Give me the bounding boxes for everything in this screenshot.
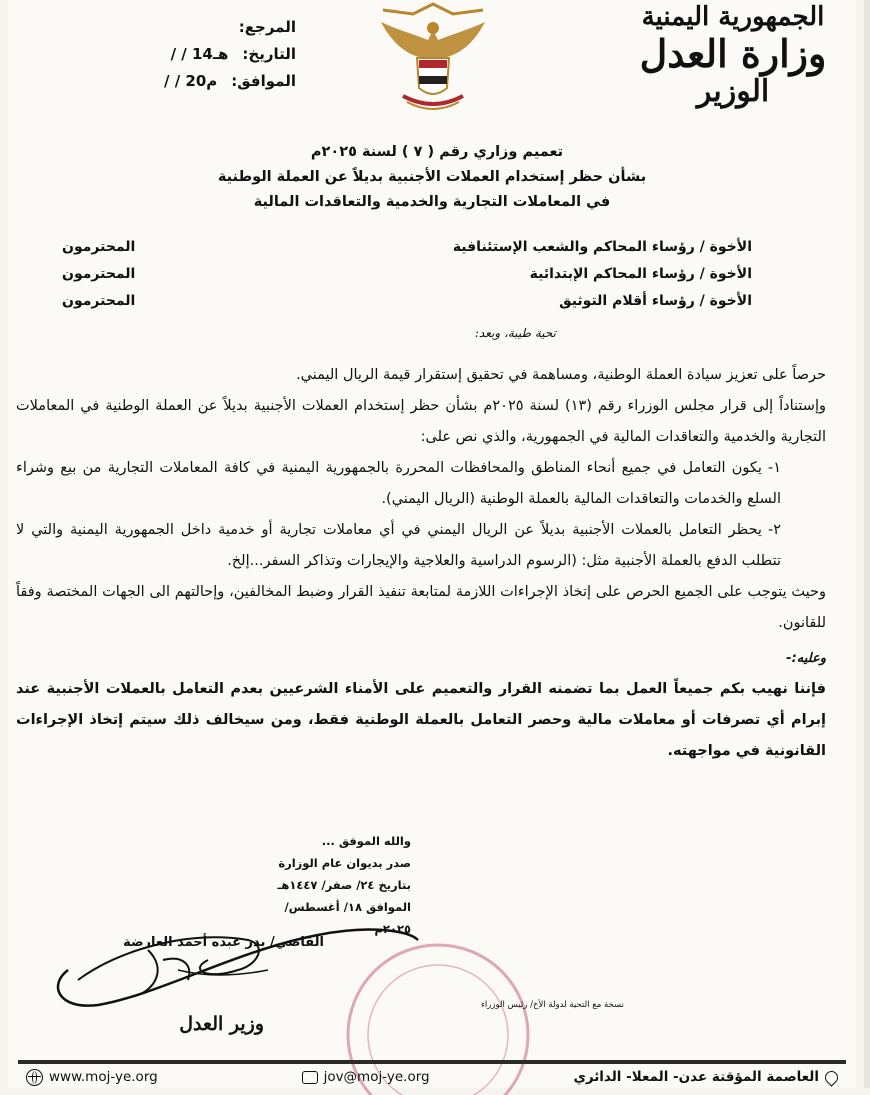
body-paragraph: حرصاً على تعزيز سيادة العملة الوطنية، ومساهمة في تحقيق إستقرار قيمة الريال اليمني. [296, 367, 826, 383]
body-heading: وعليه:- [786, 651, 826, 666]
body-paragraph: وحيث يتوجب على الجميع الحرص على إتخاذ الإجراءات اللازمة لمتابعة تنفيذ القرار وضبط المخالفين، وإحالتهم الى الجهات المختصة وفقاً للقانون. [16, 584, 826, 631]
date-value: / / 14هـ [170, 45, 229, 63]
ministry-header [628, 2, 838, 108]
ministry-name: وزارة العدل [639, 31, 827, 76]
minister-title: وزير العدل [179, 1013, 264, 1035]
addressee-row [62, 234, 752, 261]
minister-role: الوزير [696, 74, 770, 109]
closing-line: صدر بديوان عام الوزارة [278, 856, 411, 870]
reference-label: المرجع: [238, 18, 296, 36]
footer-website [26, 1069, 158, 1086]
addressee-honorific: المحترمون [62, 266, 136, 282]
addressee-row [62, 288, 752, 315]
footer [26, 1066, 838, 1088]
addressee-honorific: المحترمون [62, 239, 136, 255]
issue-date-equiv: الموافق ١٨/ أغسطس/ ٢٠٢٥م [284, 900, 411, 936]
body-paragraph: وإستناداً إلى قرار مجلس الوزراء رقم (١٣) لسنة ٢٠٢٥م بشأن حظر إستخدام العملات الأجنبية بديلاً عن العملة الوطنية في المعاملات التجارية والخدمية والتعاقدات المالية في الجمهورية، والذي نص على: [16, 398, 826, 445]
date-label: التاريخ: [242, 45, 296, 63]
addressee-list [62, 234, 752, 315]
footer-divider [18, 1060, 846, 1064]
body-paragraph: فإننا نهيب بكم جميعاً العمل بما تضمنه القرار والتعميم على الأمناء الشرعيين بعدم التعامل بالعملات الأجنبية عند إبرام أي تصرفات أو معاملات مالية وحصر التعامل بالعملة الوطنية فقط، ومن سيخالف ذلك سيتم إتخاذ الإجراءات القانونية في مواجهته. [16, 681, 826, 759]
greeting: تحية طيبة، وبعد: [474, 326, 556, 340]
circular-title [8, 140, 856, 215]
addressee-row [62, 261, 752, 288]
address-text: العاصمة المؤقتة عدن- المعلا- الدائري [573, 1069, 819, 1085]
addressee-name: الأخوة / رؤساء أقلام التوثيق [559, 293, 752, 309]
addressee-name: الأخوة / رؤساء المحاكم والشعب الإستئنافية [452, 239, 752, 255]
title-line-2: بشأن حظر إستخدام العملات الأجنبية بديلاً عن العملة الوطنية [217, 169, 647, 185]
equiv-date-row [66, 68, 296, 95]
decision-item-1 [16, 453, 826, 515]
equiv-date-value: / / 20م [164, 72, 218, 90]
mail-icon [302, 1071, 318, 1084]
addressee-honorific: المحترمون [62, 293, 136, 309]
closing-line: والله الموفق ... [321, 834, 411, 848]
reference-row [66, 14, 296, 41]
reference-block [66, 14, 296, 95]
title-line-3: في المعاملات التجارية والخدمية والتعاقدات المالية [253, 194, 611, 210]
issue-date: بتاريخ ٢٤/ صفر/ ١٤٤٧هـ [277, 878, 411, 892]
country-name: الجمهورية اليمنية [641, 2, 825, 32]
addressee-name: الأخوة / رؤساء المحاكم الإبتدائية [529, 266, 752, 282]
location-pin-icon [822, 1068, 840, 1086]
decision-item-2 [16, 515, 826, 577]
title-line-1: تعميم وزاري رقم ( ٧ ) لسنة ٢٠٢٥م [310, 144, 564, 160]
closing-block [271, 830, 411, 940]
email-text: jov@moj-ye.org [323, 1069, 430, 1085]
document-page [8, 0, 856, 1088]
footer-email [302, 1069, 430, 1085]
item-number: ٢- [767, 522, 781, 538]
eagle-emblem-icon [373, 0, 493, 120]
website-text: www.moj-ye.org [49, 1069, 158, 1085]
item-text: يحظر التعامل بالعملات الأجنبية بديلاً عن الريال اليمني في أي معاملات تجارية أو خدمية داخل الجمهورية اليمنية والتي لا تتطلب الدفع بالعملة الأجنبية مثل: (الرسوم الدراسية والعلاجية والإيجارات وتذاكر السفر...إلخ. [16, 522, 781, 569]
item-number: ١- [767, 460, 781, 476]
equiv-date-label: الموافق: [231, 72, 296, 90]
document-body [16, 360, 826, 767]
footer-address [573, 1069, 838, 1085]
page-edge [864, 0, 870, 1088]
globe-icon [26, 1069, 43, 1086]
date-row [66, 41, 296, 68]
item-text: يكون التعامل في جميع أنحاء المناطق والمحافظات المحررة بالجمهورية اليمنية في كافة المعاملات التجارية من بيع وشراء السلع والخدمات والتعاقدات المالية بالعملة الوطنية (الريال اليمني). [16, 460, 781, 507]
minister-name: القاضي/ بدر عبده أحمد العارضة [123, 935, 324, 950]
carbon-copy-note: نسخة مع التحية لدولة الأخ/ رئيس الوزراء [480, 1000, 624, 1010]
